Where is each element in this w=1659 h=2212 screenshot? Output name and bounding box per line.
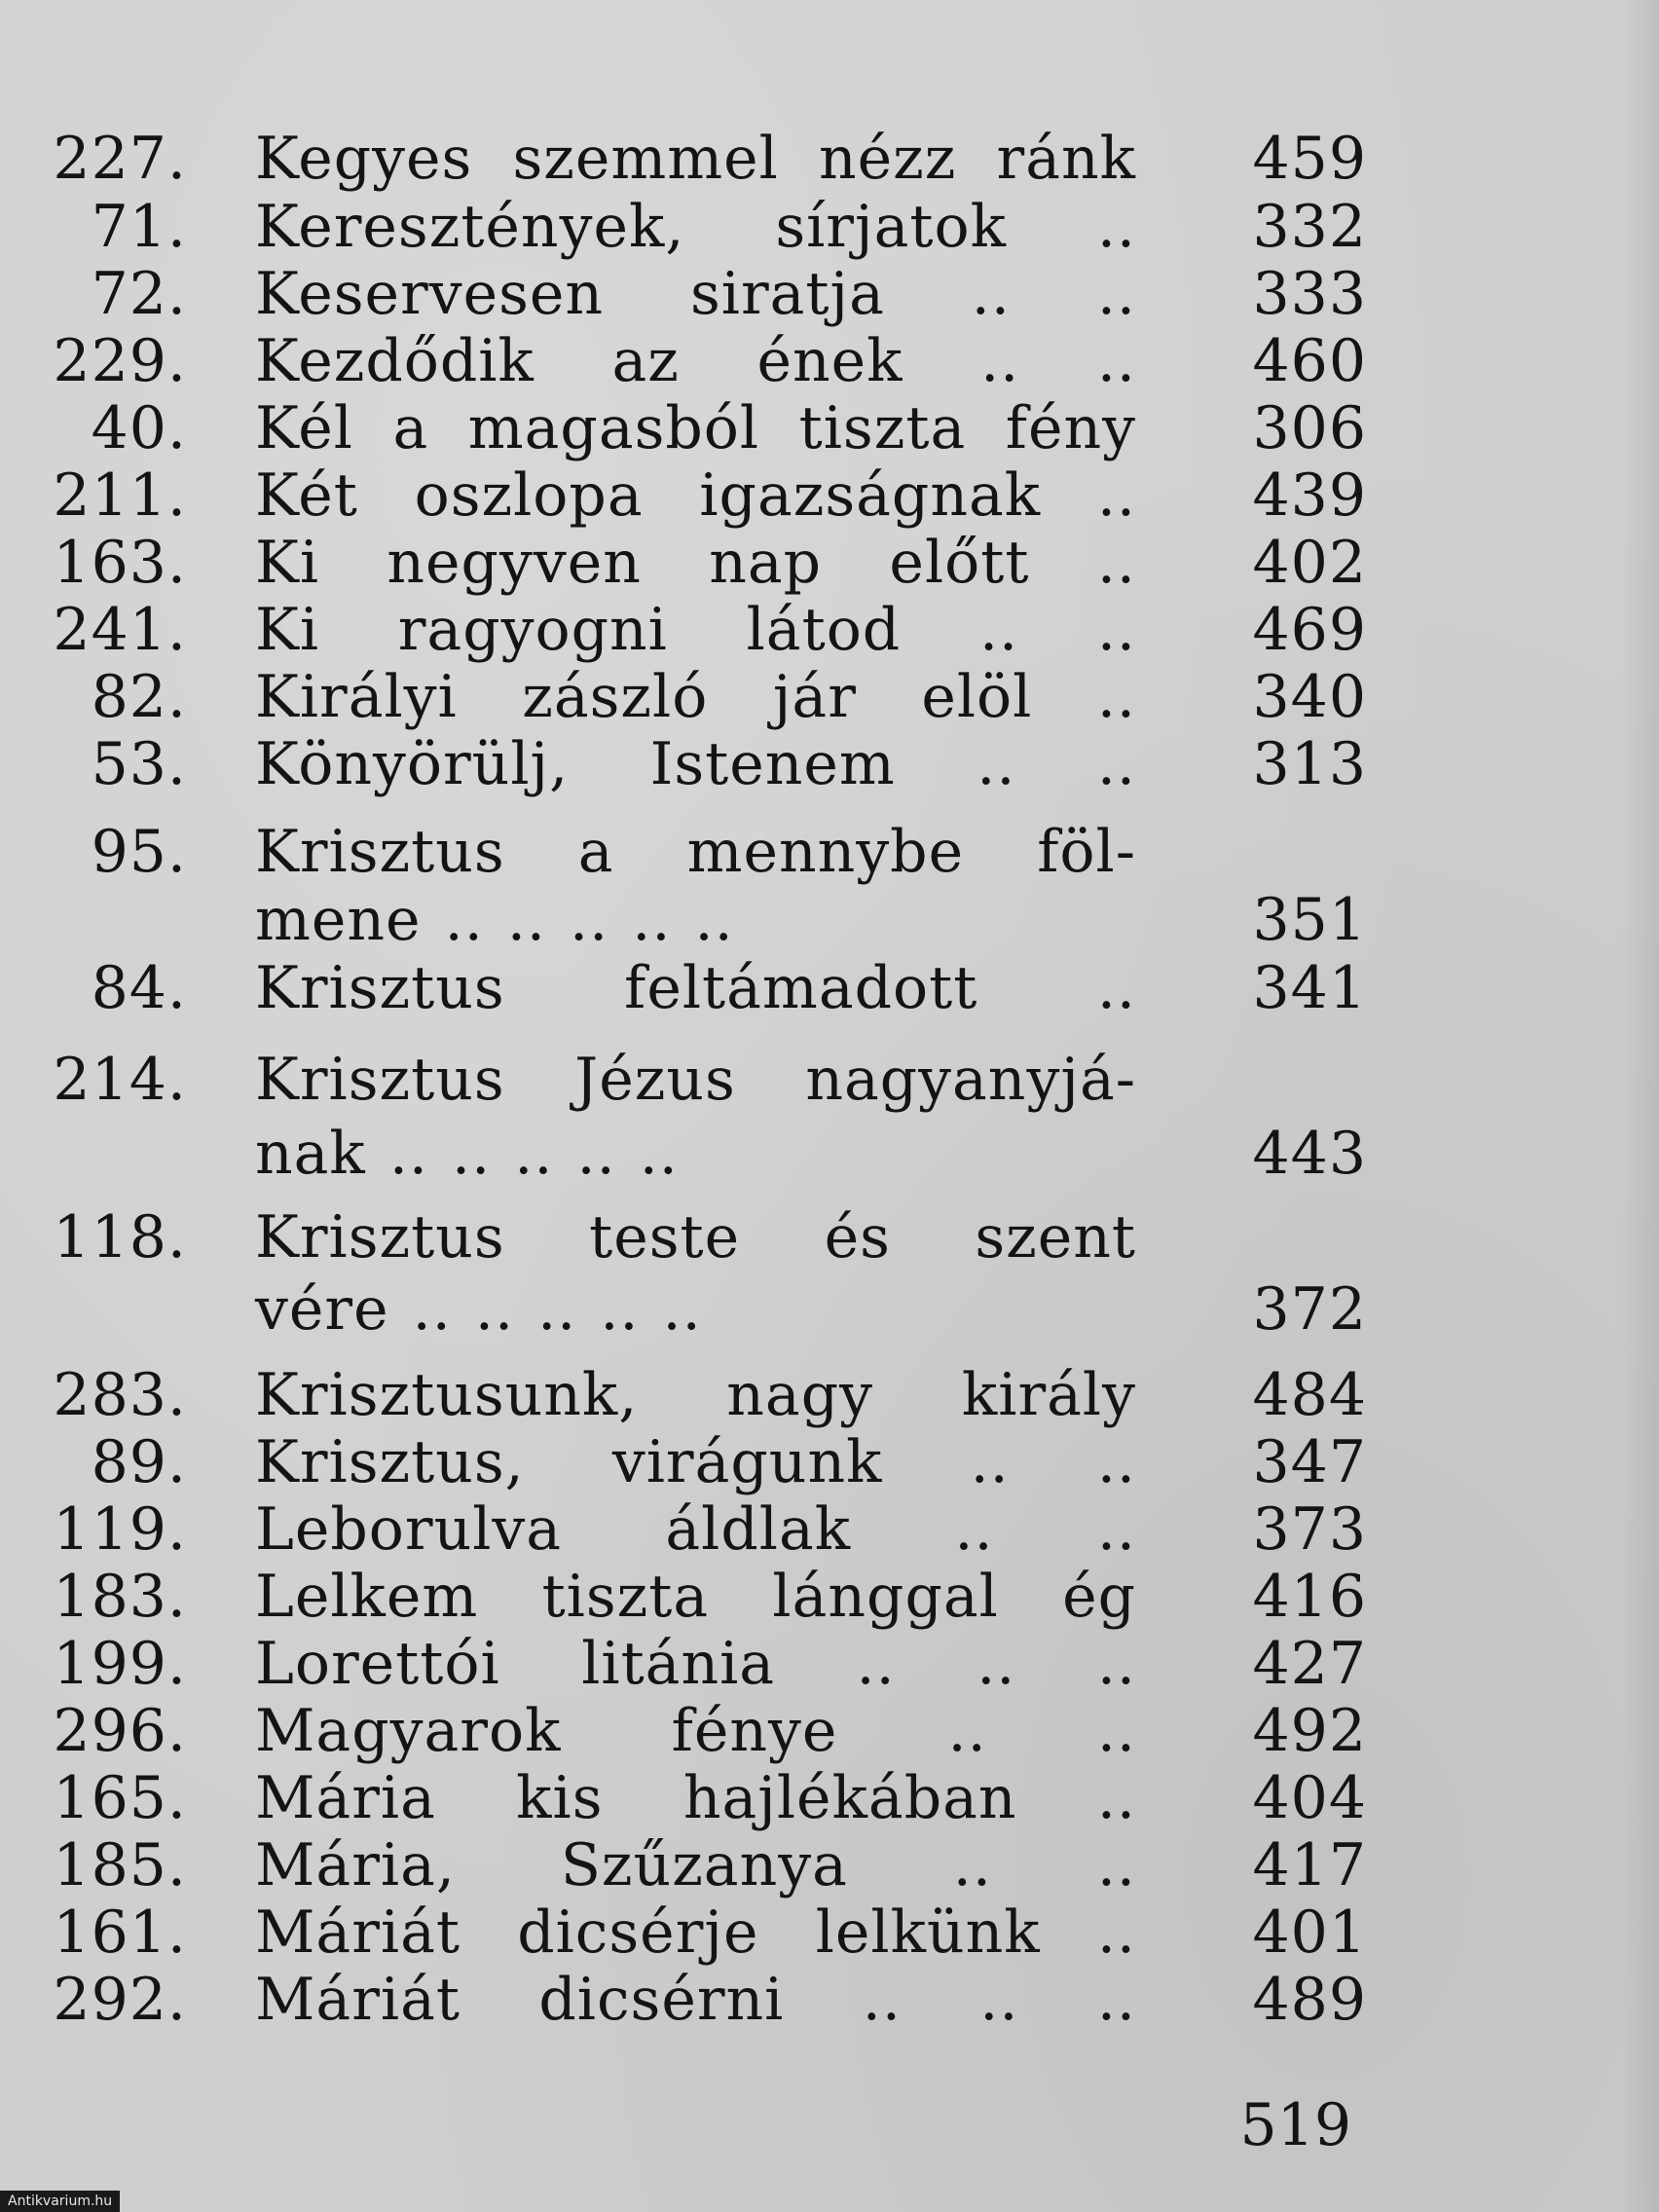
hymn-number: 185. [53,1831,187,1899]
index-entry [0,596,1659,664]
hymn-title: Leborulva áldlak .. .. [255,1495,1136,1564]
index-entry [0,125,1659,193]
hymn-title: Lorettói litánia .. .. .. [255,1630,1136,1698]
page-reference: 401 [1252,1899,1367,1967]
hymn-number: 72. [91,260,187,328]
watermark: Antikvarium.hu [0,2191,120,2212]
hymn-number: 82. [91,663,187,731]
index-entry [0,1831,1659,1899]
hymn-title: Krisztus a mennybe föl- [255,818,1136,886]
hymn-title: Mária, Szűzanya .. .. [255,1831,1136,1899]
hymn-number: 165. [53,1764,187,1832]
page-reference: 351 [1252,886,1367,954]
hymn-number: 71. [91,193,187,261]
hymn-number: 118. [53,1203,187,1272]
hymn-number: 283. [53,1361,187,1429]
index-entry [0,1495,1659,1564]
hymn-title-continuation: nak .. .. .. .. .. [255,1120,679,1188]
page-reference: 489 [1252,1966,1367,2034]
page-reference: 313 [1252,730,1367,798]
index-entry [0,818,1659,886]
hymn-number: 95. [91,818,187,886]
index-entry [0,954,1659,1022]
index-entry [0,1428,1659,1496]
page-reference: 340 [1252,663,1367,731]
index-entry [0,529,1659,597]
hymn-title: Mária kis hajlékában .. [255,1764,1136,1832]
hymn-number: 163. [53,529,187,597]
page-reference: 333 [1252,260,1367,328]
hymn-number: 211. [53,461,187,530]
hymn-title: Keresztények, sírjatok .. [255,193,1136,261]
hymn-number: 84. [91,954,187,1022]
index-entry [0,394,1659,462]
hymn-title: Ki negyven nap előtt .. [255,529,1136,597]
hymn-title: Királyi zászló jár elöl .. [255,663,1136,731]
page-reference: 416 [1252,1563,1367,1631]
hymn-number: 229. [53,327,187,395]
index-entry [0,461,1659,530]
hymn-number: 199. [53,1630,187,1698]
hymn-number: 296. [53,1697,187,1765]
index-entry [0,1697,1659,1765]
hymn-title: Krisztus, virágunk .. .. [255,1428,1136,1496]
page-reference: 460 [1252,327,1367,395]
hymn-title: Máriát dicsérni .. .. .. [255,1966,1136,2034]
hymn-number: 214. [53,1046,187,1114]
hymn-title: Kegyes szemmel nézz ránk [255,125,1136,193]
page-reference: 402 [1252,529,1367,597]
index-entry-continuation [0,886,1659,954]
hymn-title: Kél a magasból tiszta fény [255,394,1136,462]
index-entry-continuation [0,1275,1659,1344]
hymn-title: Máriát dicsérje lelkünk .. [255,1899,1136,1967]
index-entry [0,1046,1659,1114]
hymn-number: 161. [53,1899,187,1967]
page-edge-shadow [1620,0,1659,2212]
page-reference: 347 [1252,1428,1367,1496]
page-reference: 341 [1252,954,1367,1022]
page-reference: 372 [1252,1275,1367,1344]
page-reference: 306 [1252,394,1367,462]
index-entry-continuation [0,1120,1659,1188]
hymn-number: 89. [91,1428,187,1496]
hymn-title: Ki ragyogni látod .. .. [255,596,1136,664]
hymn-title: Két oszlopa igazságnak .. [255,461,1136,530]
index-entry [0,1764,1659,1832]
page-reference: 427 [1252,1630,1367,1698]
index-entry [0,1899,1659,1967]
hymn-number: 119. [53,1495,187,1564]
hymn-title: Könyörülj, Istenem .. .. [255,730,1136,798]
page-reference: 417 [1252,1831,1367,1899]
hymn-number: 53. [91,730,187,798]
index-entry [0,260,1659,328]
hymn-title: Krisztus teste és szent [255,1203,1136,1272]
page-reference: 439 [1252,461,1367,530]
index-entry [0,1203,1659,1272]
hymn-title: Kezdődik az ének .. .. [255,327,1136,395]
page-reference: 373 [1252,1495,1367,1564]
page-number: 519 [1239,2091,1351,2159]
hymn-number: 292. [53,1966,187,2034]
index-entry [0,1361,1659,1429]
page-reference: 332 [1252,193,1367,261]
index-entry [0,1630,1659,1698]
hymn-number: 241. [53,596,187,664]
page-reference: 484 [1252,1361,1367,1429]
index-entry [0,193,1659,261]
hymn-title: Krisztus Jézus nagyanyjá- [255,1046,1136,1114]
page-reference: 469 [1252,596,1367,664]
hymn-title: Krisztus feltámadott .. [255,954,1136,1022]
page-reference: 443 [1252,1120,1367,1188]
page-reference: 404 [1252,1764,1367,1832]
index-entry [0,1563,1659,1631]
page-reference: 492 [1252,1697,1367,1765]
hymn-title: Keservesen siratja .. .. [255,260,1136,328]
hymn-title-continuation: vére .. .. .. .. .. [255,1275,702,1344]
hymn-title: Magyarok fénye .. .. [255,1697,1136,1765]
index-entry [0,663,1659,731]
index-entry [0,730,1659,798]
hymn-number: 227. [53,125,187,193]
hymn-title: Krisztusunk, nagy király [255,1361,1136,1429]
hymn-number: 183. [53,1563,187,1631]
index-entry [0,1966,1659,2034]
page-reference: 459 [1252,125,1367,193]
hymn-title: Lelkem tiszta lánggal ég [255,1563,1136,1631]
index-entry [0,327,1659,395]
hymn-title-continuation: mene .. .. .. .. .. [255,886,734,954]
hymn-number: 40. [91,394,187,462]
